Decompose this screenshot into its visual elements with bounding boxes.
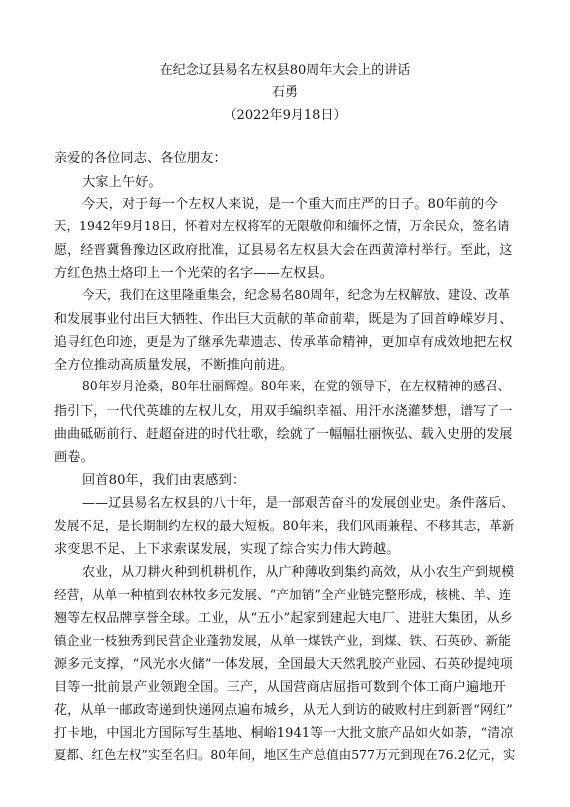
- text-line: 夏都、红色左权”实至名归。80年间，地区生产总值由577万元到现在76.2亿元，实: [54, 747, 516, 762]
- text-line: 方红色热土烙印上一个光荣的名字——左权县。: [54, 266, 334, 281]
- text-line: 发展不足，是长期制约左权的最大短板。80年来，我们风雨兼程、不移其志，革新: [54, 518, 515, 533]
- text-line: 画卷。: [54, 450, 94, 465]
- text-line: 经营，从单一种植到农林牧多元发展、“产加销”全产业链完整形成，核桃、羊、连: [54, 587, 512, 602]
- text-line: 镇企业一枝独秀到民营企业蓬勃发展，从单一煤铁产业，到煤、铁、石英砂、新能: [54, 633, 511, 648]
- greeting: 大家上午好。: [82, 175, 162, 190]
- speech-date: （2022年9月18日）: [223, 108, 347, 123]
- text-line: 目等一批前景产业领跑全国。三产，从国营商店屈指可数到个体工商户遍地开: [54, 680, 506, 695]
- text-line: 和发展事业付出巨大牺牲、作出巨大贡献的革命前辈，既是为了回首峥嵘岁月、: [54, 312, 513, 327]
- text-line: 源多元支撑，“风光水火储”一体发展，全国最大天然乳胶产业园、石英砂提纯项: [54, 657, 513, 672]
- text-line: 回首80年，我们由衷感到：: [82, 473, 246, 488]
- text-line: 打卡地，中国北方国际写生基地、桐峪1941等一大批文旅产品如火如荼，“清凉: [54, 726, 514, 741]
- speaker-name: 石勇: [271, 85, 298, 100]
- salutation: 亲爱的各位同志、各位朋友：: [54, 151, 227, 166]
- speech-title: 在纪念辽县易名左权县80周年大会上的讲话: [159, 63, 411, 78]
- text-line: 花，从单一邮政寄递到快递网点遍布城乡，从无人到访的破败村庄到新晋“网红”: [54, 703, 513, 718]
- text-line: 追寻红色印迹，更是为了继承先辈遗志、传承革命精神，更加卓有成效地把左权: [54, 335, 513, 350]
- text-line: 全方位推动高质量发展，不断推向前进。: [54, 358, 294, 373]
- text-line: 80年岁月沧桑，80年壮丽辉煌。80年来，在党的领导下，在左权精神的感召、: [82, 379, 511, 393]
- text-line: 农业，从刀耕火种到机耕机作，从广种薄收到集约高效，从小农生产到规模: [82, 565, 515, 580]
- text-line: 今天，我们在这里隆重集会，纪念易名80周年，纪念为左权解放、建设、改革: [82, 287, 511, 302]
- text-line: 天，1942年9月18日，怀着对左权将军的无限敬仰和缅怀之情，万余民众，签名请: [54, 218, 510, 233]
- text-line: 指引下，一代代英雄的左权儿女，用双手编织幸福、用汗水浇灌梦想，谱写了一: [54, 404, 513, 419]
- text-line: 求变思不足、上下求索谋发展，实现了综合实力伟大跨越。: [54, 542, 400, 557]
- text-line: 愿，经晋冀鲁豫边区政府批准，辽县易名左权县大会在西黄漳村举行。至此，这: [54, 243, 513, 258]
- text-line: ——辽县易名左权县的八十年，是一部艰苦奋斗的发展创业史。条件落后、: [82, 496, 515, 511]
- text-line: 曲曲砥砺前行、赶超奋进的时代壮歌，绘就了一幅幅壮丽恢弘、载入史册的发展: [54, 427, 513, 442]
- text-line: 今天，对于每一个左权人来说，是一个重大而庄严的日子。80年前的今: [82, 197, 498, 212]
- text-line: 翘等左权品牌享誉全球。工业，从“五小”起家到建起大电厂、进驻大集团，从乡: [54, 611, 513, 626]
